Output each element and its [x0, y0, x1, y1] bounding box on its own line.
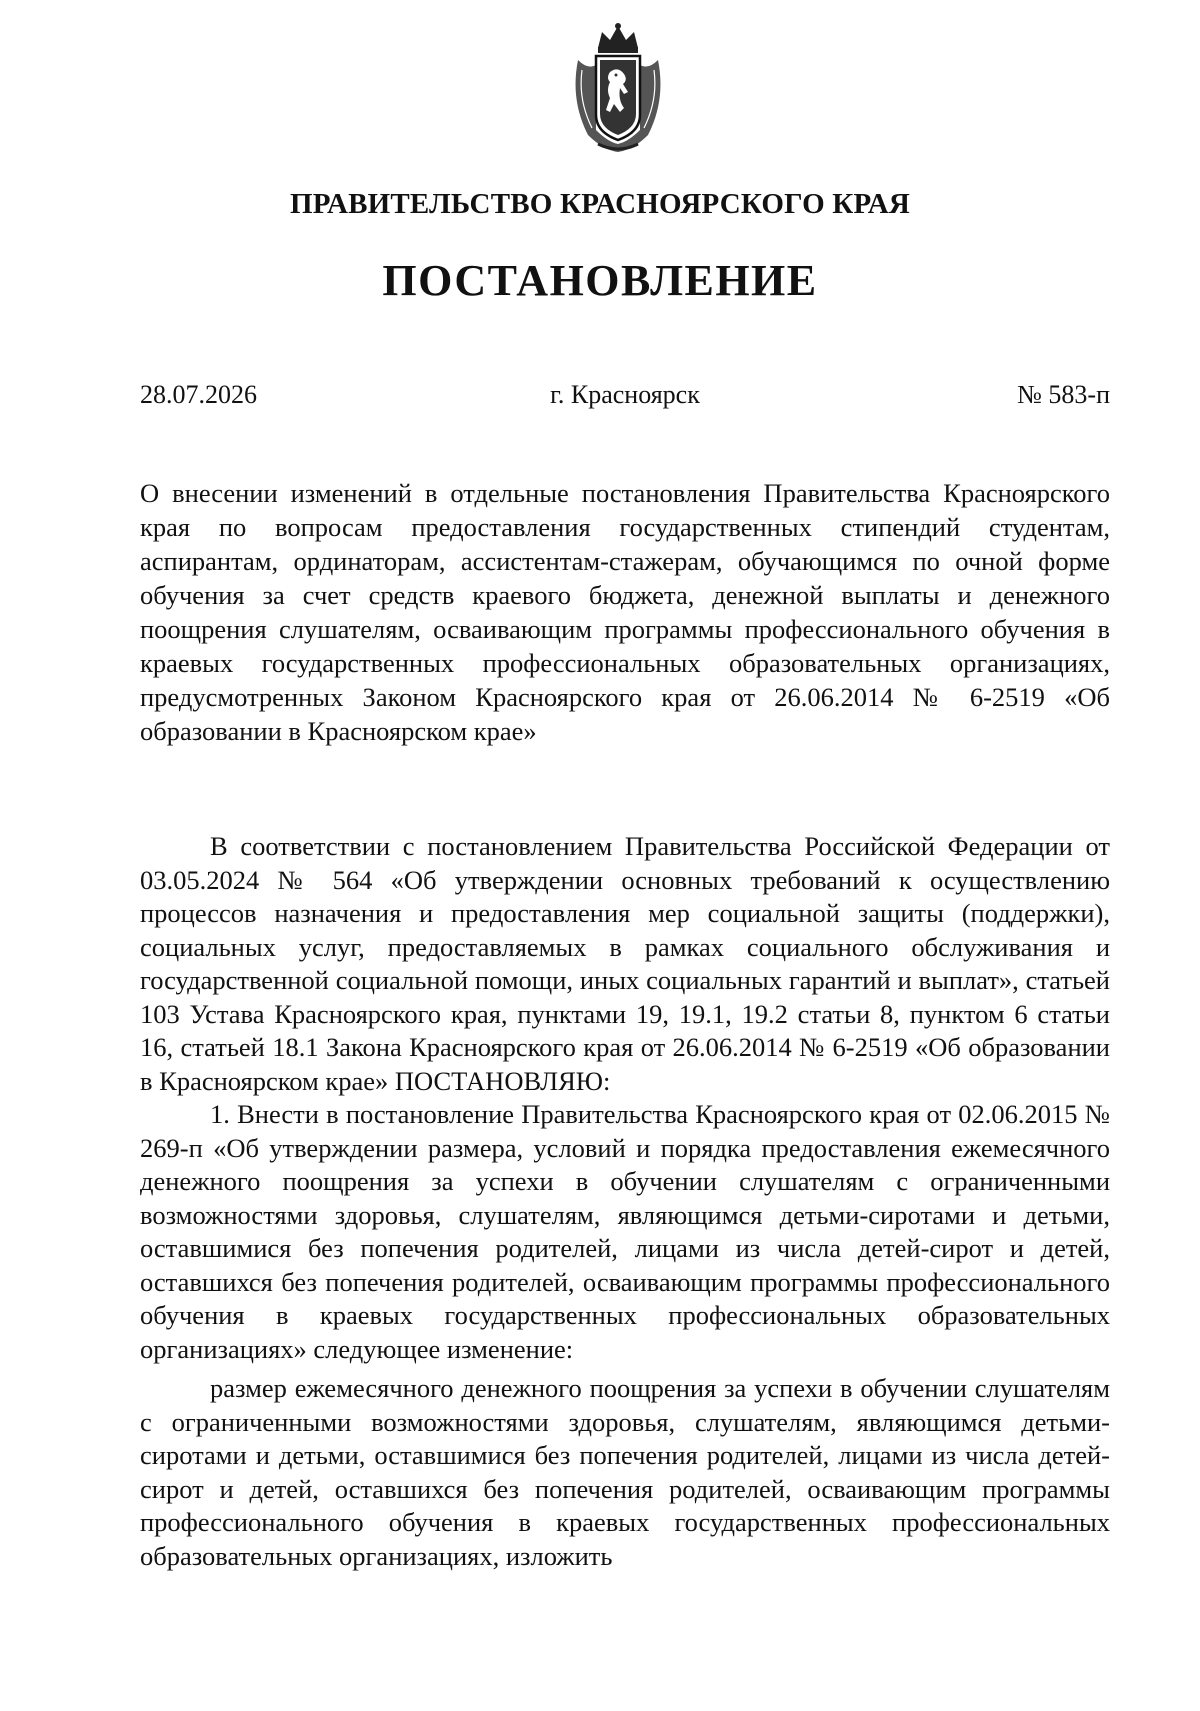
- preamble-paragraph: В соответствии с постановлением Правительства Российской Федерации от 03.05.2024 № 564 «Об утверждении основных требований к осуществлению процессов назначения и предоставления мер социальной защиты (поддержки), социальных услуг, предоставляемых в рамках социального обслуживания и государственной социальной помощи, иных социальных гарантий и выплат», статьей 103 Устава Красноярского края, пунктами 19, 19.1, 19.2 статьи 8, пунктом 6 статьи 16, статьей 18.1 Закона Красноярского края от 26.06.2014 № 6-2519 «Об образовании в Красноярском крае» ПОСТАНОВЛЯЮ:: [140, 831, 1110, 1096]
- document-body: [140, 830, 1110, 1573]
- document-meta-row: [140, 380, 1110, 410]
- document-subject: О внесении изменений в отдельные постановления Правительства Красноярского края по вопросам предоставления государственных стипендий студентам, аспирантам, ординаторам, ассистентам-стажерам, обучающимся по очной форме обучения за счет средств краевого бюджета, денежной выплаты и денежного поощрения слушателям, осваивающим программы профессионального обучения в краевых государственных профессиональных образовательных организациях, предусмотренных Законом Красноярского края от 26.06.2014 № 6-2519 «Об образовании в Красноярском крае»: [140, 478, 1110, 746]
- item-1-text-paragraph: размер ежемесячного денежного поощрения за успехи в обучении слушателям с ограниченными возможностями здоровья, слушателям, являющимся детьми-сиротами и детьми, оставшимися без попечения родителей, лицами из числа детей-сирот и детей, оставшихся без попечения родителей, осваивающим программы профессионального обучения в краевых государственных профессиональных образовательных организациях, изложить: [140, 1373, 1110, 1571]
- government-name: ПРАВИТЕЛЬСТВО КРАСНОЯРСКОГО КРАЯ: [289, 188, 911, 220]
- document-date: 28.07.2026: [140, 380, 257, 409]
- coat-of-arms-icon: [568, 20, 668, 155]
- item-1-paragraph: 1. Внести в постановление Правительства Красноярского края от 02.06.2015 № 269-п «Об утверждении размера, условий и порядка предоставления ежемесячного денежного поощрения за успехи в обучении слушателям с ограниченными возможностями здоровья, слушателям, являющимся детьми-сиротами и детьми, оставшимися без попечения родителей, лицами из числа детей-сирот и детей, оставшихся без попечения родителей, осваивающим программы профессионального обучения в краевых государственных профессиональных образовательных организациях» следующее изменение:: [140, 1099, 1110, 1364]
- document-city: г. Красноярск: [550, 380, 700, 409]
- document-type-title: ПОСТАНОВЛЕНИЕ: [382, 256, 818, 305]
- document-number: № 583-п: [1017, 380, 1110, 409]
